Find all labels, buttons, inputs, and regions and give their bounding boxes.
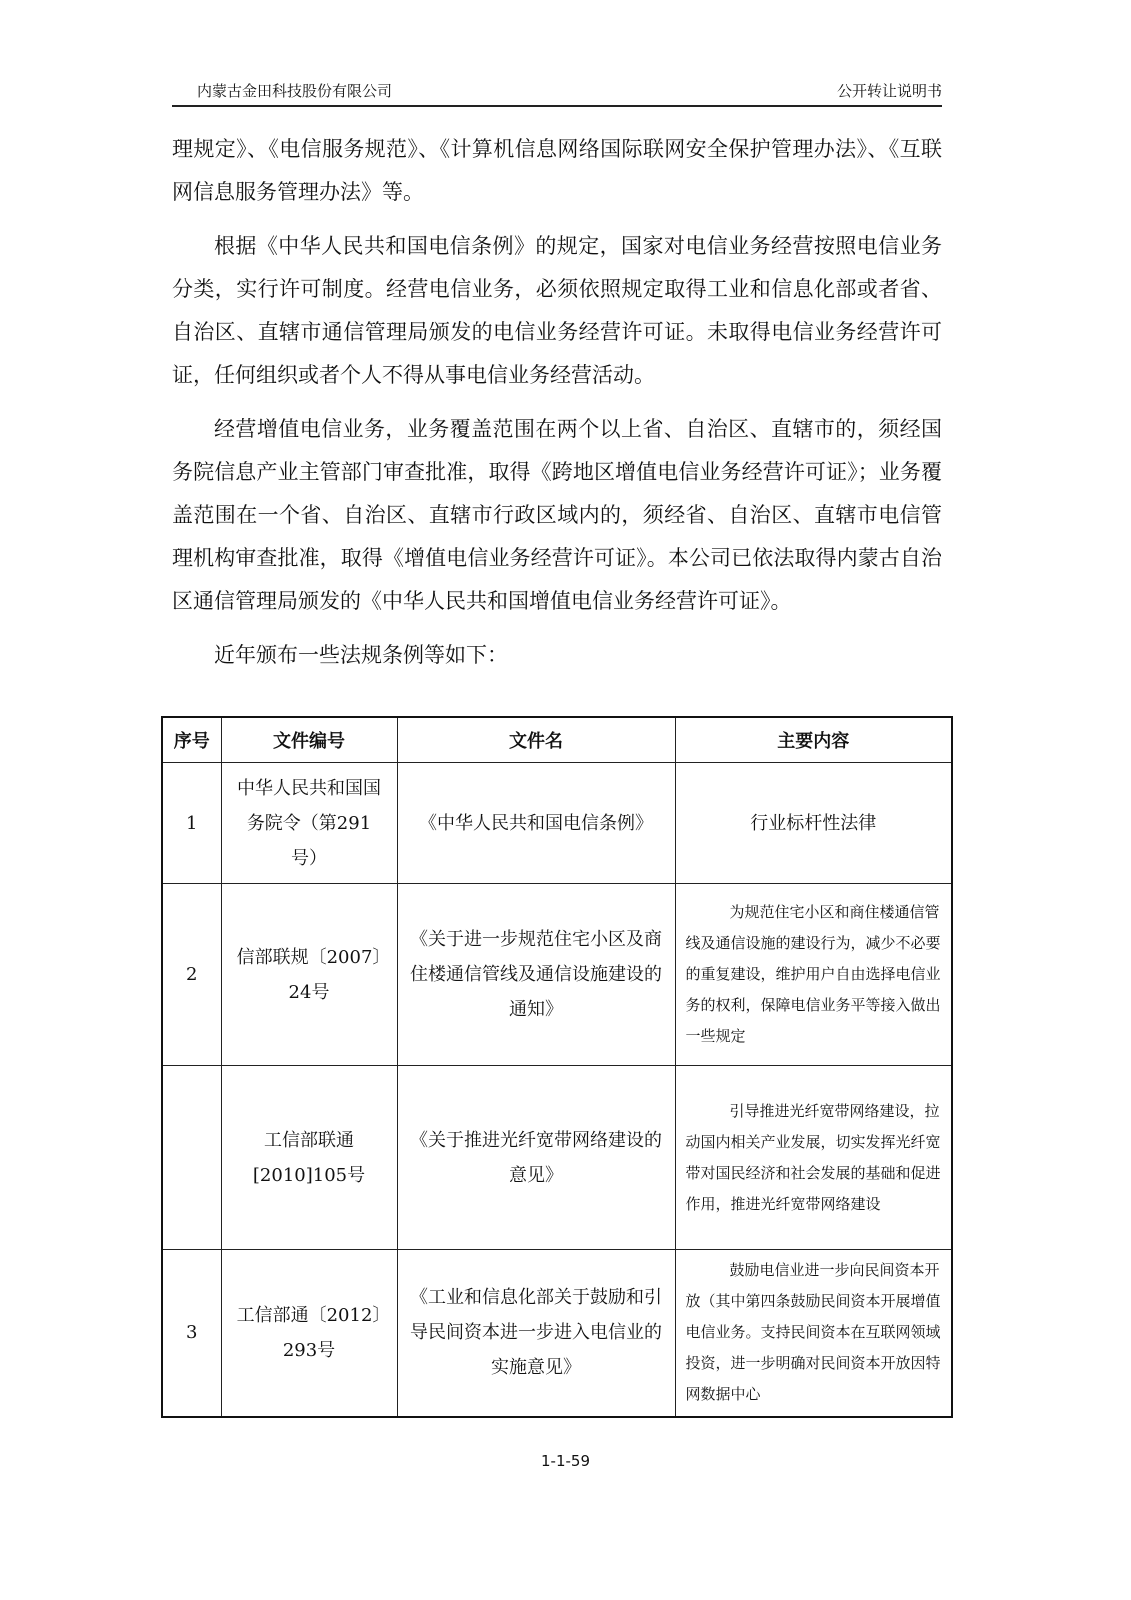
page-number: 1-1-59: [541, 1452, 590, 1470]
cell-content: [675, 1066, 952, 1250]
cell-seq: 1: [162, 763, 221, 884]
cell-content: 行业标杆性法律: [675, 763, 952, 884]
table-header-row: [162, 717, 952, 763]
cell-content-text: 鼓励电信业进一步向民间资本开放（其中第四条鼓励民间资本开展增值电信业务。支持民间资本在互联网领域投资，进一步明确对民间资本开放因特网数据中心: [685, 1261, 941, 1404]
paragraph-4: 近年颁布一些法规条例等如下：: [214, 643, 508, 667]
header-rule: [172, 105, 942, 107]
header-seq: 序号: [162, 717, 221, 763]
cell-name: 《工业和信息化部关于鼓励和引导民间资本进一步进入电信业的实施意见》: [397, 1250, 675, 1417]
paragraph-2: 根据《中华人民共和国电信条例》的规定，国家对电信业务经营按照电信业务分类，实行许可制度。经营电信业务，必须依照规定取得工业和信息化部或者省、自治区、直辖市通信管理局颁发的电信业务经营许可证。未取得电信业务经营许可证，任何组织或者个人不得从事电信业务经营活动。: [172, 234, 942, 387]
header-company: 内蒙古金田科技股份有限公司: [197, 82, 393, 100]
cell-content-text: 引导推进光纤宽带网络建设，拉动国内相关产业发展，切实发挥光纤宽带对国民经济和社会发展的基础和促进作用，推进光纤宽带网络建设: [685, 1101, 941, 1213]
cell-code: 信部联规〔2007〕24号: [221, 884, 397, 1066]
cell-content: [675, 1250, 952, 1417]
cell-code: 工信部通〔2012〕293号: [221, 1250, 397, 1417]
header-name: 文件名: [397, 717, 675, 763]
cell-seq: [162, 1066, 221, 1250]
cell-name: 《关于推进光纤宽带网络建设的意见》: [397, 1066, 675, 1250]
regulations-table: [161, 716, 953, 1418]
header-doc-type: 公开转让说明书: [836, 82, 942, 100]
cell-name: 《关于进一步规范住宅小区及商住楼通信管线及通信设施建设的通知》: [397, 884, 675, 1066]
cell-content-text: 为规范住宅小区和商住楼通信管线及通信设施的建设行为，减少不必要的重复建设，维护用户自由选择电信业务的权利，保障电信业务平等接入做出一些规定: [685, 903, 941, 1045]
cell-code: 工信部联通[2010]105号: [221, 1066, 397, 1250]
paragraph-3: 经营增值电信业务，业务覆盖范围在两个以上省、自治区、直辖市的，须经国务院信息产业主管部门审查批准，取得《跨地区增值电信业务经营许可证》；业务覆盖范围在一个省、自治区、直辖市行政区域内的，须经省、自治区、直辖市电信管理机构审查批准，取得《增值电信业务经营许可证》。本公司已依法取得内蒙古自治区通信管理局颁发的《中华人民共和国增值电信业务经营许可证》。: [172, 417, 942, 613]
table-row: [162, 884, 952, 1066]
table-row: [162, 1250, 952, 1417]
cell-code: 中华人民共和国国务院令（第291号）: [221, 763, 397, 884]
paragraph-1: 理规定》、《电信服务规范》、《计算机信息网络国际联网安全保护管理办法》、《互联网信息服务管理办法》等。: [172, 137, 942, 204]
cell-seq: 2: [162, 884, 221, 1066]
header-code: 文件编号: [221, 717, 397, 763]
body-text: [172, 128, 942, 677]
table-row: [162, 1066, 952, 1250]
table-row: [162, 763, 952, 884]
page-header: [172, 78, 942, 106]
header-content: 主要内容: [675, 717, 952, 763]
cell-content: [675, 884, 952, 1066]
cell-seq: 3: [162, 1250, 221, 1417]
cell-name: 《中华人民共和国电信条例》: [397, 763, 675, 884]
